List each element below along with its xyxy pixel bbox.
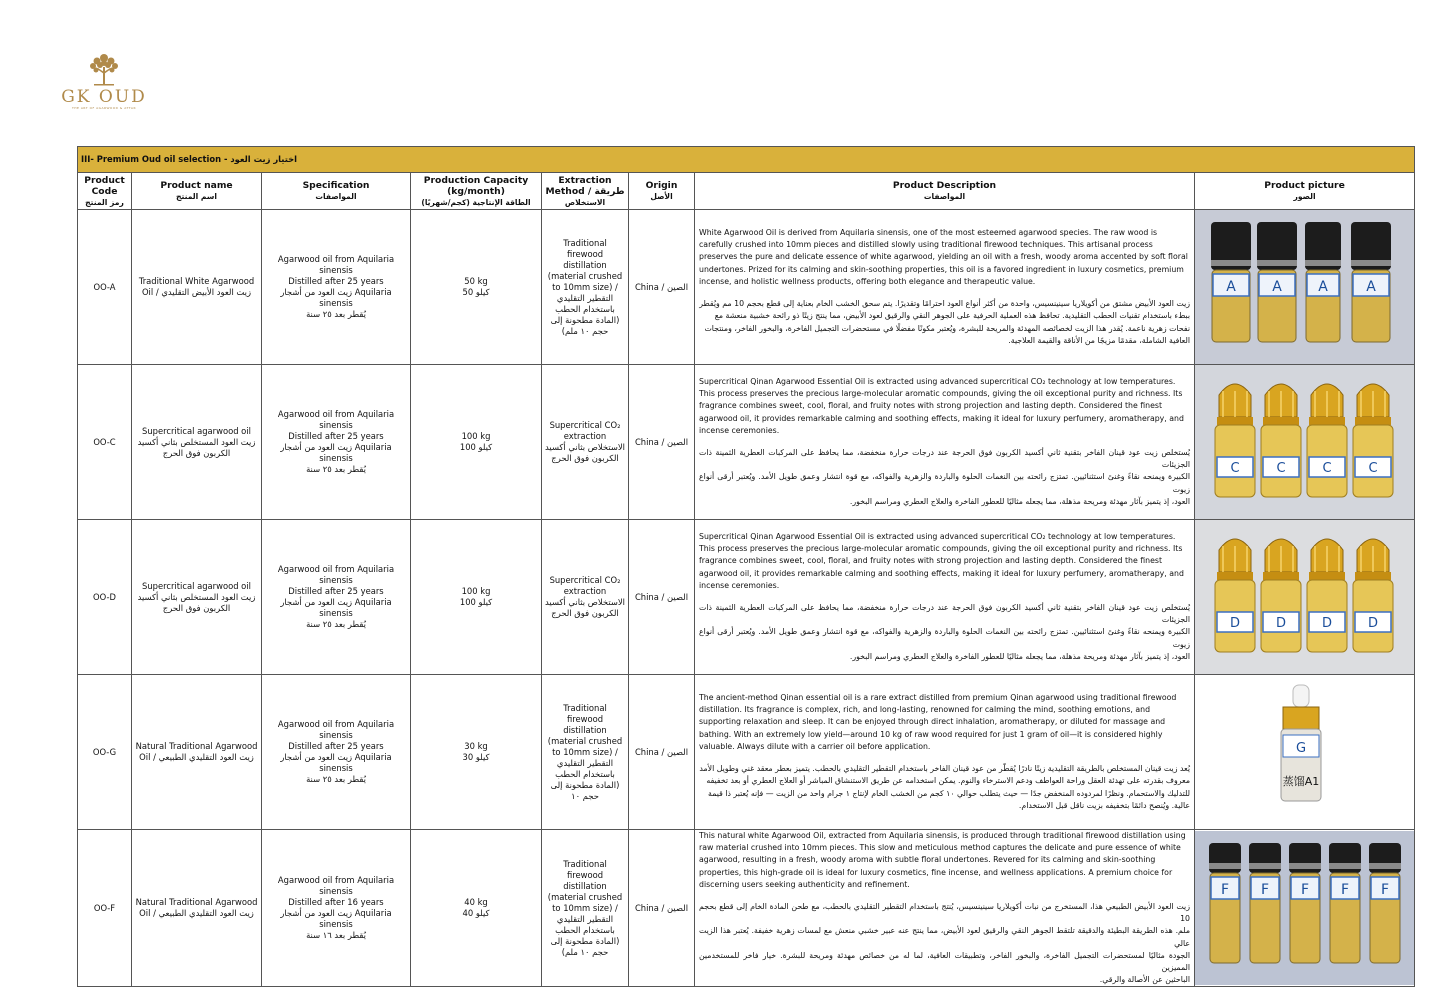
description-arabic-line: معروف بقدرته على تهدئة العقل وراحة العواطف ودعم الاسترخاء والنوم. يمكن استخدامه عن طريق الاستنشاق المباشر أو العلاج العطري أو بعد تخفيفه — [706, 776, 1190, 786]
svg-text:D: D — [1367, 616, 1379, 631]
product-description — [695, 830, 1195, 987]
product-picture — [1195, 520, 1415, 675]
product-photo — [1195, 210, 1414, 364]
header-product-picture: Product picture الصور — [1195, 173, 1415, 210]
section-header-row — [78, 147, 1415, 173]
description-arabic-line: زيت العود الأبيض مشتق من أكويلاريا سينينسيس، واحدة من أكثر أنواع العود احترامًا وتقديرًا. يتم سحق الخشب الخام بعناية إلى قطع بحجم 10 مم ويُقطر — [699, 299, 1190, 309]
header-specification: Specification المواصفات — [262, 173, 411, 210]
tree-icon — [84, 50, 124, 88]
header-product-name: Product name اسم المنتج — [132, 173, 262, 210]
table-row — [78, 210, 1415, 365]
header-origin: Origin الأصل — [629, 173, 695, 210]
production-capacity: 100 kg كيلو 100 — [411, 365, 542, 520]
table-row — [78, 830, 1415, 987]
description-arabic-line: يُستخلص زيت عود قينان الفاخر بتقنية ثاني أكسيد الكربون فوق الحرجة عند درجات حرارة منخفضة، مما يحافظ على المركبات العطرية الثمينة ذات الجزيئات — [699, 603, 1190, 625]
svg-text:C: C — [1322, 461, 1332, 476]
svg-text:C: C — [1276, 461, 1286, 476]
table-row — [78, 520, 1415, 675]
product-description — [695, 520, 1195, 675]
production-capacity: 50 kg كيلو 50 — [411, 210, 542, 365]
description-arabic-line: الجودة مثاليًا لمستحضرات التجميل الفاخرة، والبخور الفاخر، وتطبيقات العافية، لما له من خصائص مهدئة ومريحة للبشرة. خيار فاخر للمستخدمين المميزين — [699, 950, 1190, 973]
product-code: OO-C — [78, 365, 132, 520]
header-production-capacity: Production Capacity (kg/month) الطاقة الإنتاجية (كجم/شهريًا) — [411, 173, 542, 210]
product-picture — [1195, 830, 1415, 987]
header-product-code: Product Code رمز المنتج — [78, 173, 132, 210]
product-photo-illustration — [1195, 520, 1414, 674]
product-origin: China / الصين — [629, 210, 695, 365]
svg-text:A: A — [1366, 279, 1376, 295]
svg-text:D: D — [1275, 616, 1287, 631]
product-photo-illustration — [1195, 365, 1414, 519]
description-arabic-line: الكبيرة ويمنحه نقاءً وغنىً استثنائيين. تمتزج رائحته بين النغمات الحلوة والباردة والزهرية والفواكه، مع قوة انتشار وعمق طويل الأمد. ويُعتبر أرقى أنواع زيوت — [699, 472, 1190, 494]
header-extraction-method: Extraction Method / طريقة الاستخلاص — [542, 173, 629, 210]
product-specification: Agarwood oil from Aquilaria sinensis Distilled after 25 years زيت العود من أشجار Aquilaria sinensis يُقطر بعد ٢٥ سنة — [262, 365, 411, 520]
product-photo-illustration — [1195, 831, 1414, 985]
product-photo — [1195, 831, 1414, 985]
description-arabic-line: العود، إذ يتميز بآثار مهدئة ومريحة مذهلة، مما يجعله مثاليًا للعطور الفاخرة والعلاج العطري ومراسم البخور. — [849, 651, 1190, 661]
description-english: The ancient-method Qinan essential oil is a rare extract distilled from premium Qinan agarwood using traditional firewood distillation. Its fragrance is complex, rich, and long-lasting, renowned for calming the mind, soothing emotions, and supporting relaxation and sleep. It can be enjoyed through direct inhalation, aromatherapy, or diluted for massage and bathing. With an extremely low yield—around 10 kg of raw wood required for just 1 gram of oil—it is considered highly valuable. Always dilute with a carrier oil before application. — [699, 693, 1177, 751]
product-photo-illustration — [1195, 210, 1414, 364]
description-arabic — [699, 901, 1190, 986]
description-arabic-line: الكبيرة ويمنحه نقاءً وغنىً استثنائيين. تمتزج رائحته بين النغمات الحلوة والباردة والزهرية والفواكه، مع قوة انتشار وعمق طويل الأمد. ويُعتبر أرقى أنواع زيوت — [699, 627, 1190, 649]
description-arabic — [699, 447, 1190, 508]
description-arabic-line: يُعد زيت قينان المستخلص بالطريقة التقليدية زيتًا نادرًا يُقطّر من عود قينان الفاخر باستخدام التقطير التقليدي بالحطب. يتميز بعطر معقد غني وطويل الأمد — [699, 764, 1190, 774]
description-english: This natural white Agarwood Oil, extracted from Aquilaria sinensis, is produced through traditional firewood distillation using raw material crushed into 10mm pieces. This slow and meticulous method captures the delicate and pure essence of white agarwood, resulting in a fresh, woody aroma with subtle floral undertones. Revered for its calming and skin-soothing properties, this high-grade oil is ideal for luxury cosmetics, fine incense, and wellness applications. A premium choice for discerning users seeking authenticity and refinement. — [699, 831, 1186, 889]
svg-text:D: D — [1229, 616, 1241, 631]
svg-text:F: F — [1300, 882, 1310, 899]
description-arabic-line: عالية. ويُنصح دائمًا بتخفيفه بزيت ناقل قبل الاستخدام. — [1018, 800, 1190, 810]
description-arabic — [699, 298, 1190, 347]
product-table — [77, 146, 1415, 987]
description-english: White Agarwood Oil is derived from Aquilaria sinensis, one of the most esteemed agarwood species. The raw wood is carefully crushed into 10mm pieces and distilled slowly using traditional firewood techniques. This artisanal process preserves the pure and delicate essence of white agarwood, yielding an oil with a fresh, woody aroma accented by soft floral undertones. Prized for its calming and skin-soothing properties, this oil is a favored ingredient in luxury cosmetics, premium incense, and holistic wellness products, offering both elegance and therapeutic value. — [699, 228, 1188, 286]
production-capacity: 30 kg كيلو 30 — [411, 675, 542, 830]
svg-text:A: A — [1272, 279, 1282, 295]
product-picture — [1195, 365, 1415, 520]
header-product-description: Product Description المواصفات — [695, 173, 1195, 210]
product-description — [695, 675, 1195, 830]
product-origin: China / الصين — [629, 520, 695, 675]
extraction-method: Supercritical CO₂ extraction الاستخلاص بثاني أكسيد الكربون فوق الحرج — [542, 520, 629, 675]
description-english: Supercritical Qinan Agarwood Essential Oil is extracted using advanced supercritical CO₂ technology at low temperatures. This process preserves the precious large-molecular aromatic compounds, giving the oil exceptional purity and richness. Its fragrance combines sweet, cool, floral, and fruity notes with strong projection and lasting depth. Considered the finest agarwood oil, it provides remarkable calming and soothing effects, making it ideal for luxury perfumery, aromatherapy, and incense ceremonies. — [699, 376, 1184, 435]
table-row — [78, 365, 1415, 520]
product-name: Supercritical agarwood oil زيت العود المستخلص بثاني أكسيد الكربون فوق الحرج — [132, 520, 262, 675]
production-capacity: 100 kg كيلو 100 — [411, 520, 542, 675]
description-arabic-line: يُستخلص زيت عود قينان الفاخر بتقنية ثاني أكسيد الكربون فوق الحرجة عند درجات حرارة منخفضة، مما يحافظ على المركبات العطرية الثمينة ذات الجزيئات — [699, 448, 1190, 470]
extraction-method: Traditional firewood distillation (material crushed to 10mm size) / التقطير التقليدي باستخدام الحطب (المادة مطحونة إلى حجم ١٠ ملم) — [542, 830, 629, 987]
brand-tagline: THE ART OF AGARWOOD & ATTAR — [71, 106, 137, 110]
product-origin: China / الصين — [629, 675, 695, 830]
svg-text:C: C — [1368, 461, 1378, 476]
svg-text:F: F — [1340, 882, 1350, 899]
product-code: OO-G — [78, 675, 132, 830]
product-photo — [1195, 520, 1414, 674]
svg-text:G: G — [1295, 741, 1307, 756]
svg-text:D: D — [1321, 616, 1333, 631]
product-photo — [1195, 675, 1414, 829]
description-arabic-line: زيت العود الأبيض الطبيعي هذا، المستخرج من نبات أكويلاريا سينينسيس، يُنتج باستخدام التقطير التقليدي بالحطب، مع طحن المادة الخام إلى قطع بحجم 10 — [699, 902, 1190, 924]
product-picture — [1195, 675, 1415, 830]
production-capacity: 40 kg كيلو 40 — [411, 830, 542, 987]
description-english: Supercritical Qinan Agarwood Essential Oil is extracted using advanced supercritical CO₂ technology at low temperatures. This process preserves the precious large-molecular aromatic compounds, giving the oil exceptional purity and richness. Its fragrance combines sweet, cool, floral, and fruity notes with strong projection and lasting depth. Considered the finest agarwood oil, it provides remarkable calming and soothing effects, making it ideal for luxury perfumery, aromatherapy, and incense ceremonies. — [699, 531, 1184, 590]
product-name: Natural Traditional Agarwood Oil / زيت العود التقليدي الطبيعي — [132, 830, 262, 987]
svg-text:A: A — [1318, 279, 1328, 295]
description-arabic-line: ملم. هذه الطريقة البطيئة والدقيقة تلتقط الجوهر النقي والرقيق لعود الأبيض، مما ينتج عنه عبير خشبي منعش مع لمسات زهرية خفيفة. يُعتبر هذا الزيت عالي — [699, 926, 1190, 948]
svg-text:F: F — [1220, 882, 1230, 899]
description-arabic-line: ببطء باستخدام تقنيات الحطب التقليدية. تحافظ هذه العملية الحرفية على الجوهر النقي والرقيق لعود الأبيض، مما ينتج زيتًا ذو رائحة خشبية منعشة مع — [714, 311, 1190, 321]
description-arabic-line: العود، إذ يتميز بآثار مهدئة ومريحة مذهلة، مما يجعله مثاليًا للعطور الفاخرة والعلاج العطري ومراسم البخور. — [849, 496, 1190, 506]
product-specification: Agarwood oil from Aquilaria sinensis Distilled after 16 years زيت العود من أشجار Aquilaria sinensis يُقطر بعد ١٦ سنة — [262, 830, 411, 987]
brand-name: GK OUD — [61, 87, 147, 107]
extraction-method: Traditional firewood distillation (material crushed to 10mm size) / التقطير التقليدي باستخدام الحطب (المادة مطحونة إلى حجم ١٠ ملم) — [542, 210, 629, 365]
section-title: III- Premium Oud oil selection - اختيار زيت العود — [78, 147, 1415, 173]
product-name: Supercritical agarwood oil زيت العود المستخلص بثاني أكسيد الكربون فوق الحرج — [132, 365, 262, 520]
svg-text:C: C — [1230, 461, 1240, 476]
product-name: Traditional White Agarwood Oil / زيت العود الأبيض التقليدي — [132, 210, 262, 365]
description-arabic-line: نفحات زهرية ناعمة. يُقدر هذا الزيت لخصائصه المهدئة والمريحة للبشرة، ويُعتبر مكونًا مفضلًا في مستحضرات التجميل الفاخرة، والبخور الفاخر، ومنتجات — [704, 323, 1190, 333]
brand-logo — [56, 50, 152, 120]
product-code: OO-D — [78, 520, 132, 675]
product-photo — [1195, 365, 1414, 519]
product-photo-illustration — [1195, 675, 1414, 829]
product-specification: Agarwood oil from Aquilaria sinensis Distilled after 25 years زيت العود من أشجار Aquilaria sinensis يُقطر بعد ٢٥ سنة — [262, 675, 411, 830]
description-arabic — [699, 602, 1190, 663]
description-arabic — [699, 763, 1190, 812]
product-specification: Agarwood oil from Aquilaria sinensis Distilled after 25 years زيت العود من أشجار Aquilaria sinensis يُقطر بعد ٢٥ سنة — [262, 210, 411, 365]
product-code: OO-F — [78, 830, 132, 987]
product-description — [695, 365, 1195, 520]
product-code: OO-A — [78, 210, 132, 365]
product-name: Natural Traditional Agarwood Oil / زيت العود التقليدي الطبيعي — [132, 675, 262, 830]
description-arabic-line: الباحثين عن الأصالة والرقي. — [1099, 975, 1190, 985]
extraction-method: Traditional firewood distillation (material crushed to 10mm size) / التقطير التقليدي باستخدام الحطب (المادة مطحونة إلى حجم ١٠ — [542, 675, 629, 830]
svg-text:A: A — [1226, 279, 1236, 295]
product-origin: China / الصين — [629, 365, 695, 520]
column-header-row — [78, 173, 1415, 210]
svg-text:F: F — [1260, 882, 1270, 899]
svg-text:蒸馏A1: 蒸馏A1 — [1282, 775, 1320, 788]
product-description — [695, 210, 1195, 365]
svg-text:F: F — [1380, 882, 1390, 899]
product-specification: Agarwood oil from Aquilaria sinensis Distilled after 25 years زيت العود من أشجار Aquilaria sinensis يُقطر بعد ٢٥ سنة — [262, 520, 411, 675]
description-arabic-line: العافية الشاملة، مقدمًا مزيجًا من الأناقة والقيمة العلاجية. — [1008, 335, 1190, 345]
product-picture — [1195, 210, 1415, 365]
extraction-method: Supercritical CO₂ extraction الاستخلاص بثاني أكسيد الكربون فوق الحرج — [542, 365, 629, 520]
table-row — [78, 675, 1415, 830]
description-arabic-line: للتدليك والاستحمام. ونظرًا لمردوده المنخفض جدًا — حيث يتطلب حوالي ١٠ كجم من الخشب الخام لإنتاج ١ جرام واحد من الزيت — فإنه يُعتبر ذا قيمة — [708, 788, 1190, 798]
product-origin: China / الصين — [629, 830, 695, 987]
